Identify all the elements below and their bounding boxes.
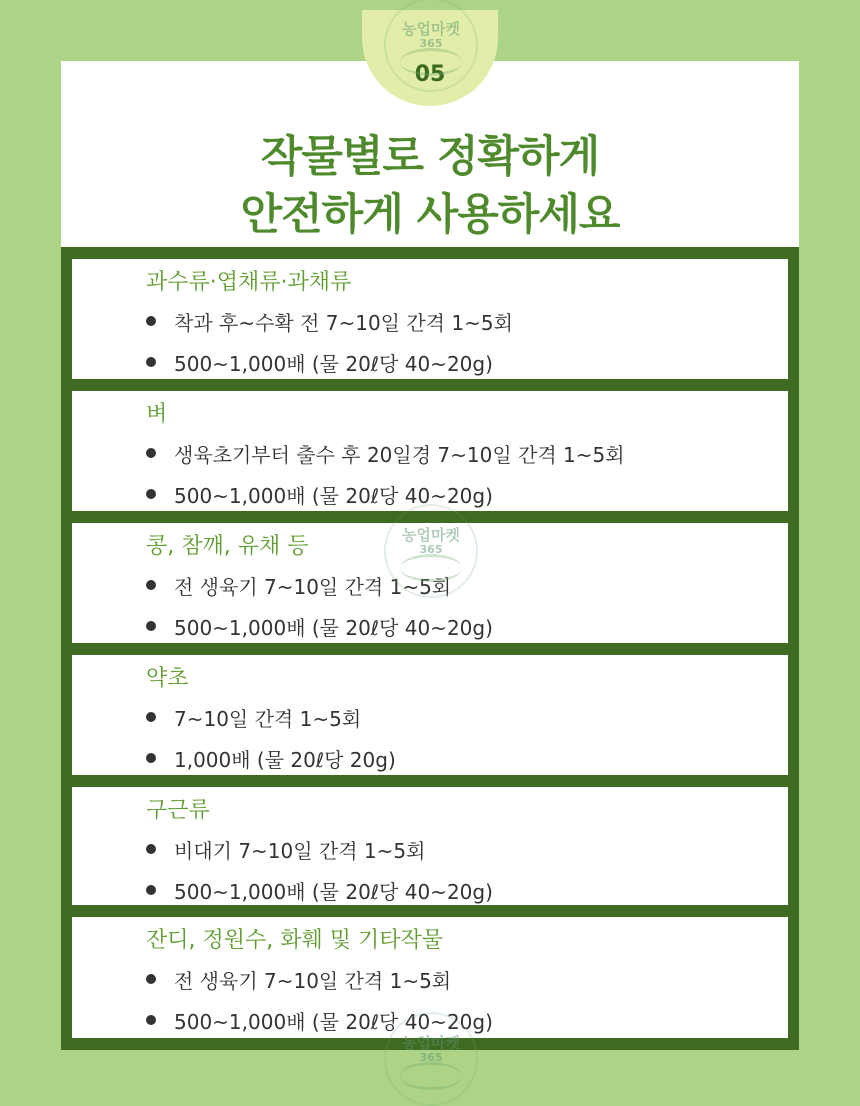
- bullet-item: 500~1,000배 (물 20ℓ당 40~20g): [146, 612, 493, 641]
- bullet-item: 전 생육기 7~10일 간격 1~5회: [146, 571, 451, 600]
- logo-watermark-middle: [384, 504, 478, 598]
- title-line-2: 안전하게 사용하세요: [240, 190, 620, 240]
- item-heading: 잔디, 정원수, 화훼 및 기타작물: [146, 928, 443, 953]
- watermark-brand: 농업마켓: [402, 1034, 460, 1052]
- wave-icon: [400, 1062, 462, 1090]
- watermark-number: 365: [419, 543, 443, 556]
- list-item: [72, 787, 788, 905]
- bullet-item: 전 생육기 7~10일 간격 1~5회: [146, 965, 451, 994]
- bullet-item: 500~1,000배 (물 20ℓ당 40~20g): [146, 348, 493, 377]
- logo-watermark-top: [384, 0, 478, 92]
- item-heading: 구근류: [146, 798, 210, 823]
- item-heading: 콩, 참깨, 유채 등: [146, 534, 309, 559]
- title-line-1: 작물별로 정확하게: [260, 132, 600, 182]
- logo-watermark-bottom: [384, 1012, 478, 1106]
- item-heading: 과수류·엽채류·과채류: [146, 270, 352, 295]
- watermark-brand: 농업마켓: [402, 526, 460, 544]
- bullet-item: 비대기 7~10일 간격 1~5회: [146, 835, 425, 864]
- bullet-item: 500~1,000배 (물 20ℓ당 40~20g): [146, 480, 493, 509]
- bullet-item: 1,000배 (물 20ℓ당 20g): [146, 744, 396, 773]
- watermark-number: 365: [419, 37, 443, 50]
- bullet-item: 착과 후~수확 전 7~10일 간격 1~5회: [146, 307, 513, 336]
- list-item: [72, 655, 788, 775]
- bullet-item: 생육초기부터 출수 후 20일경 7~10일 간격 1~5회: [146, 439, 625, 468]
- list-item: [72, 259, 788, 379]
- watermark-brand: 농업마켓: [402, 20, 460, 38]
- badge-number: 05: [414, 62, 446, 87]
- page-title: [0, 128, 860, 244]
- bullet-item: 7~10일 간격 1~5회: [146, 703, 361, 732]
- bullet-item: 500~1,000배 (물 20ℓ당 40~20g): [146, 876, 493, 905]
- item-heading: 약초: [146, 666, 189, 691]
- wave-icon: [400, 554, 462, 582]
- item-heading: 벼: [146, 402, 168, 427]
- watermark-number: 365: [419, 1051, 443, 1064]
- wave-icon: [400, 48, 462, 76]
- list-item: [72, 391, 788, 511]
- bullet-item: 500~1,000배 (물 20ℓ당 40~20g): [146, 1006, 493, 1035]
